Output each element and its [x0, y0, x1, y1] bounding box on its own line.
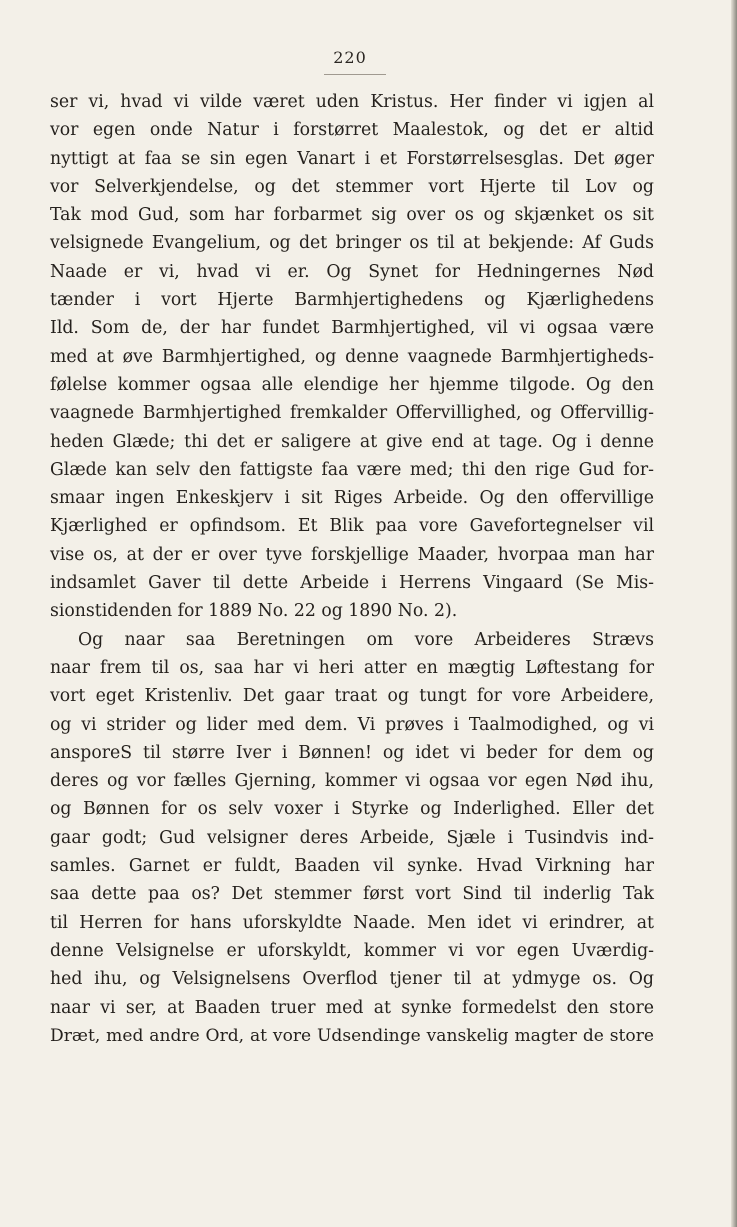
- text-line: naar frem til os, saa har vi heri atter en mægtig Løftestang for: [50, 657, 654, 678]
- text-line: samles. Garnet er fuldt, Baaden vil synke. Hvad Virkning har: [50, 856, 654, 877]
- text-line: hed ihu, og Velsignelsens Overflod tjener til at ydmyge os. Og: [50, 969, 654, 990]
- text-line: indsamlet Gaver til dette Arbeide i Herrens Vingaard (Se Mis-: [50, 573, 654, 594]
- text-line: vor egen onde Natur i forstørret Maalestok, og det er altid: [50, 120, 654, 141]
- page-number-rule: [324, 74, 386, 75]
- text-line: vort eget Kristenliv. Det gaar traat og tungt for vore Arbeidere,: [50, 686, 654, 707]
- text-line: og Bønnen for os selv voxer i Styrke og Inderlighed. Eller det: [50, 799, 654, 820]
- text-line: vor Selverkjendelse, og det stemmer vort Hjerte til Lov og: [50, 176, 654, 197]
- text-line: ser vi, hvad vi vilde været uden Kristus. Her finder vi igjen al: [50, 92, 654, 112]
- text-line: Tak mod Gud, som har forbarmet sig over os og skjænket os sit: [50, 205, 654, 226]
- text-line: Og naar saa Beretningen om vore Arbeideres Strævs: [78, 629, 654, 650]
- text-line: Glæde kan selv den fattigste faa være med; thi den rige Gud for-: [50, 459, 654, 480]
- text-line: Naade er vi, hvad vi er. Og Synet for Hedningernes Nød: [50, 261, 654, 282]
- text-line: smaar ingen Enkeskjerv i sit Riges Arbeide. Og den offervillige: [50, 488, 654, 509]
- text-line: velsignede Evangelium, og det bringer os til at bekjende: Af Guds: [50, 233, 654, 254]
- text-line: naar vi ser, at Baaden truer med at synke formedelst den store: [50, 997, 654, 1018]
- page-edge-shadow: [731, 0, 737, 1227]
- text-line: vise os, at der er over tyve forskjellige Maader, hvorpaa man har: [50, 544, 654, 565]
- body-text: [50, 88, 654, 1050]
- text-line: med at øve Barmhjertighed, og denne vaagnede Barmhjertigheds-: [50, 346, 654, 367]
- text-line: Ild. Som de, der har fundet Barmhjertighed, vil vi ogsaa være: [50, 318, 654, 339]
- text-line: ansporeS til større Iver i Bønnen! og idet vi beder for dem og: [50, 742, 654, 763]
- text-line: saa dette paa os? Det stemmer først vort Sind til inderlig Tak: [50, 884, 654, 905]
- text-line: denne Velsignelse er uforskyldt, kommer vi vor egen Uværdig-: [50, 940, 654, 961]
- text-line: og vi strider og lider med dem. Vi prøves i Taalmodighed, og vi: [50, 714, 654, 735]
- text-line: til Herren for hans uforskyldte Naade. Men idet vi erindrer, at: [50, 912, 654, 933]
- text-line: nyttigt at faa se sin egen Vanart i et Forstørrelsesglas. Det øger: [50, 148, 654, 169]
- text-line: Kjærlighed er opfindsom. Et Blik paa vore Gavefortegnelser vil: [50, 516, 654, 537]
- text-line: Dræt, med andre Ord, at vore Udsendinge vanskelig magter de store: [50, 1025, 654, 1046]
- text-line: deres og vor fælles Gjerning, kommer vi ogsaa vor egen Nød ihu,: [50, 771, 654, 792]
- page-number: 220: [333, 48, 367, 67]
- text-line: gaar godt; Gud velsigner deres Arbeide, Sjæle i Tusindvis ind-: [50, 827, 654, 848]
- text-line: heden Glæde; thi det er saligere at give end at tage. Og i denne: [50, 431, 654, 452]
- text-line: sionstidenden for 1889 No. 22 og 1890 No. 2).: [50, 601, 458, 622]
- text-line: følelse kommer ogsaa alle elendige her hjemme tilgode. Og den: [50, 374, 654, 395]
- text-line: vaagnede Barmhjertighed fremkalder Offervillighed, og Offervillig-: [50, 403, 654, 424]
- text-line: tænder i vort Hjerte Barmhjertighedens og Kjærlighedens: [50, 290, 654, 311]
